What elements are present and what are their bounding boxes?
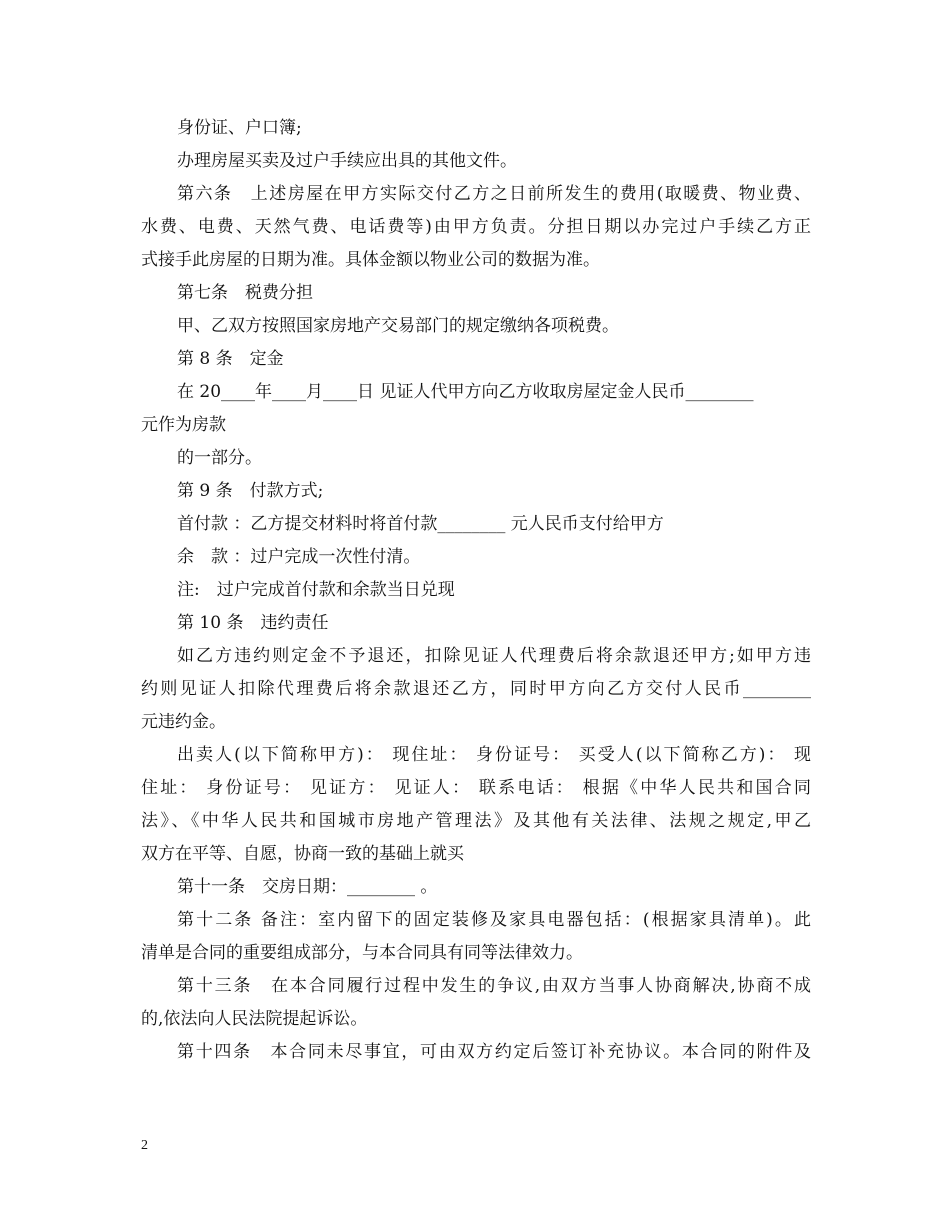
text-line: 余 款 ：过户完成一次性付清。 xyxy=(177,547,421,567)
text-line: 水费、电费、天然气费、电话费等)由甲方负责。分担日期以办完过户手续乙方正 xyxy=(141,217,811,237)
text-line: 元作为房款 xyxy=(141,415,226,435)
article-heading: 第十一条 交房日期：________ 。 xyxy=(177,877,438,897)
text-line: 如乙方违约则定金不予退还，扣除见证人代理费后将余款退还甲方;如甲方违 xyxy=(177,646,811,666)
document-body xyxy=(141,112,811,1069)
text-line: 出卖人(以下简称甲方)： 现住址： 身份证号： 买受人(以下简称乙方)： 现 xyxy=(177,745,811,765)
text-line: 甲、乙双方按照国家房地产交易部门的规定缴纳各项税费。 xyxy=(177,316,619,336)
text-line: 在 20____年____月____日 见证人代甲方向乙方收取房屋定金人民币________ xyxy=(177,382,754,402)
text-line: 法》、《中华人民共和国城市房地产管理法》及其他有关法律、法规之规定,甲乙 xyxy=(141,811,811,831)
text-line: 第六条 上述房屋在甲方实际交付乙方之日前所发生的费用(取暖费、物业费、 xyxy=(177,184,811,204)
article-heading: 第 10 条 违约责任 xyxy=(177,613,329,633)
text-line: 首付款 ：乙方提交材料时将首付款________ 元人民币支付给甲方 xyxy=(177,514,664,534)
text-line: 办理房屋买卖及过户手续应出具的其他文件。 xyxy=(177,151,517,171)
text-line: 的一部分。 xyxy=(177,448,262,468)
text-line: 清单是合同的重要组成部分，与本合同具有同等法律效力。 xyxy=(141,943,583,963)
text-line: 第十三条 在本合同履行过程中发生的争议,由双方当事人协商解决,协商不成 xyxy=(177,976,811,996)
text-line: 的,依法向人民法院提起诉讼。 xyxy=(141,1009,368,1029)
text-line: 注: 过户完成首付款和余款当日兑现 xyxy=(177,580,455,600)
page-number: 2 xyxy=(141,1138,148,1153)
text-line: 身份证、户口簿; xyxy=(177,118,302,138)
article-heading: 第七条 税费分担 xyxy=(177,283,313,303)
text-line: 双方在平等、自愿，协商一致的基础上就买 xyxy=(141,844,464,864)
article-heading: 第 9 条 付款方式; xyxy=(177,481,324,501)
text-line: 住址： 身份证号： 见证方： 见证人： 联系电话： 根据《中华人民共和国合同 xyxy=(141,778,811,798)
text-line: 第十二条 备注：室内留下的固定装修及家具电器包括：(根据家具清单)。此 xyxy=(177,910,811,930)
text-line: 约则见证人扣除代理费后将余款退还乙方，同时甲方向乙方交付人民币________ xyxy=(141,679,811,699)
text-line: 式接手此房屋的日期为准。具体金额以物业公司的数据为准。 xyxy=(141,250,600,270)
text-line: 元违约金。 xyxy=(141,712,226,732)
text-line: 第十四条 本合同未尽事宜，可由双方约定后签订补充协议。本合同的附件及 xyxy=(177,1042,811,1062)
article-heading: 第 8 条 定金 xyxy=(177,349,284,369)
